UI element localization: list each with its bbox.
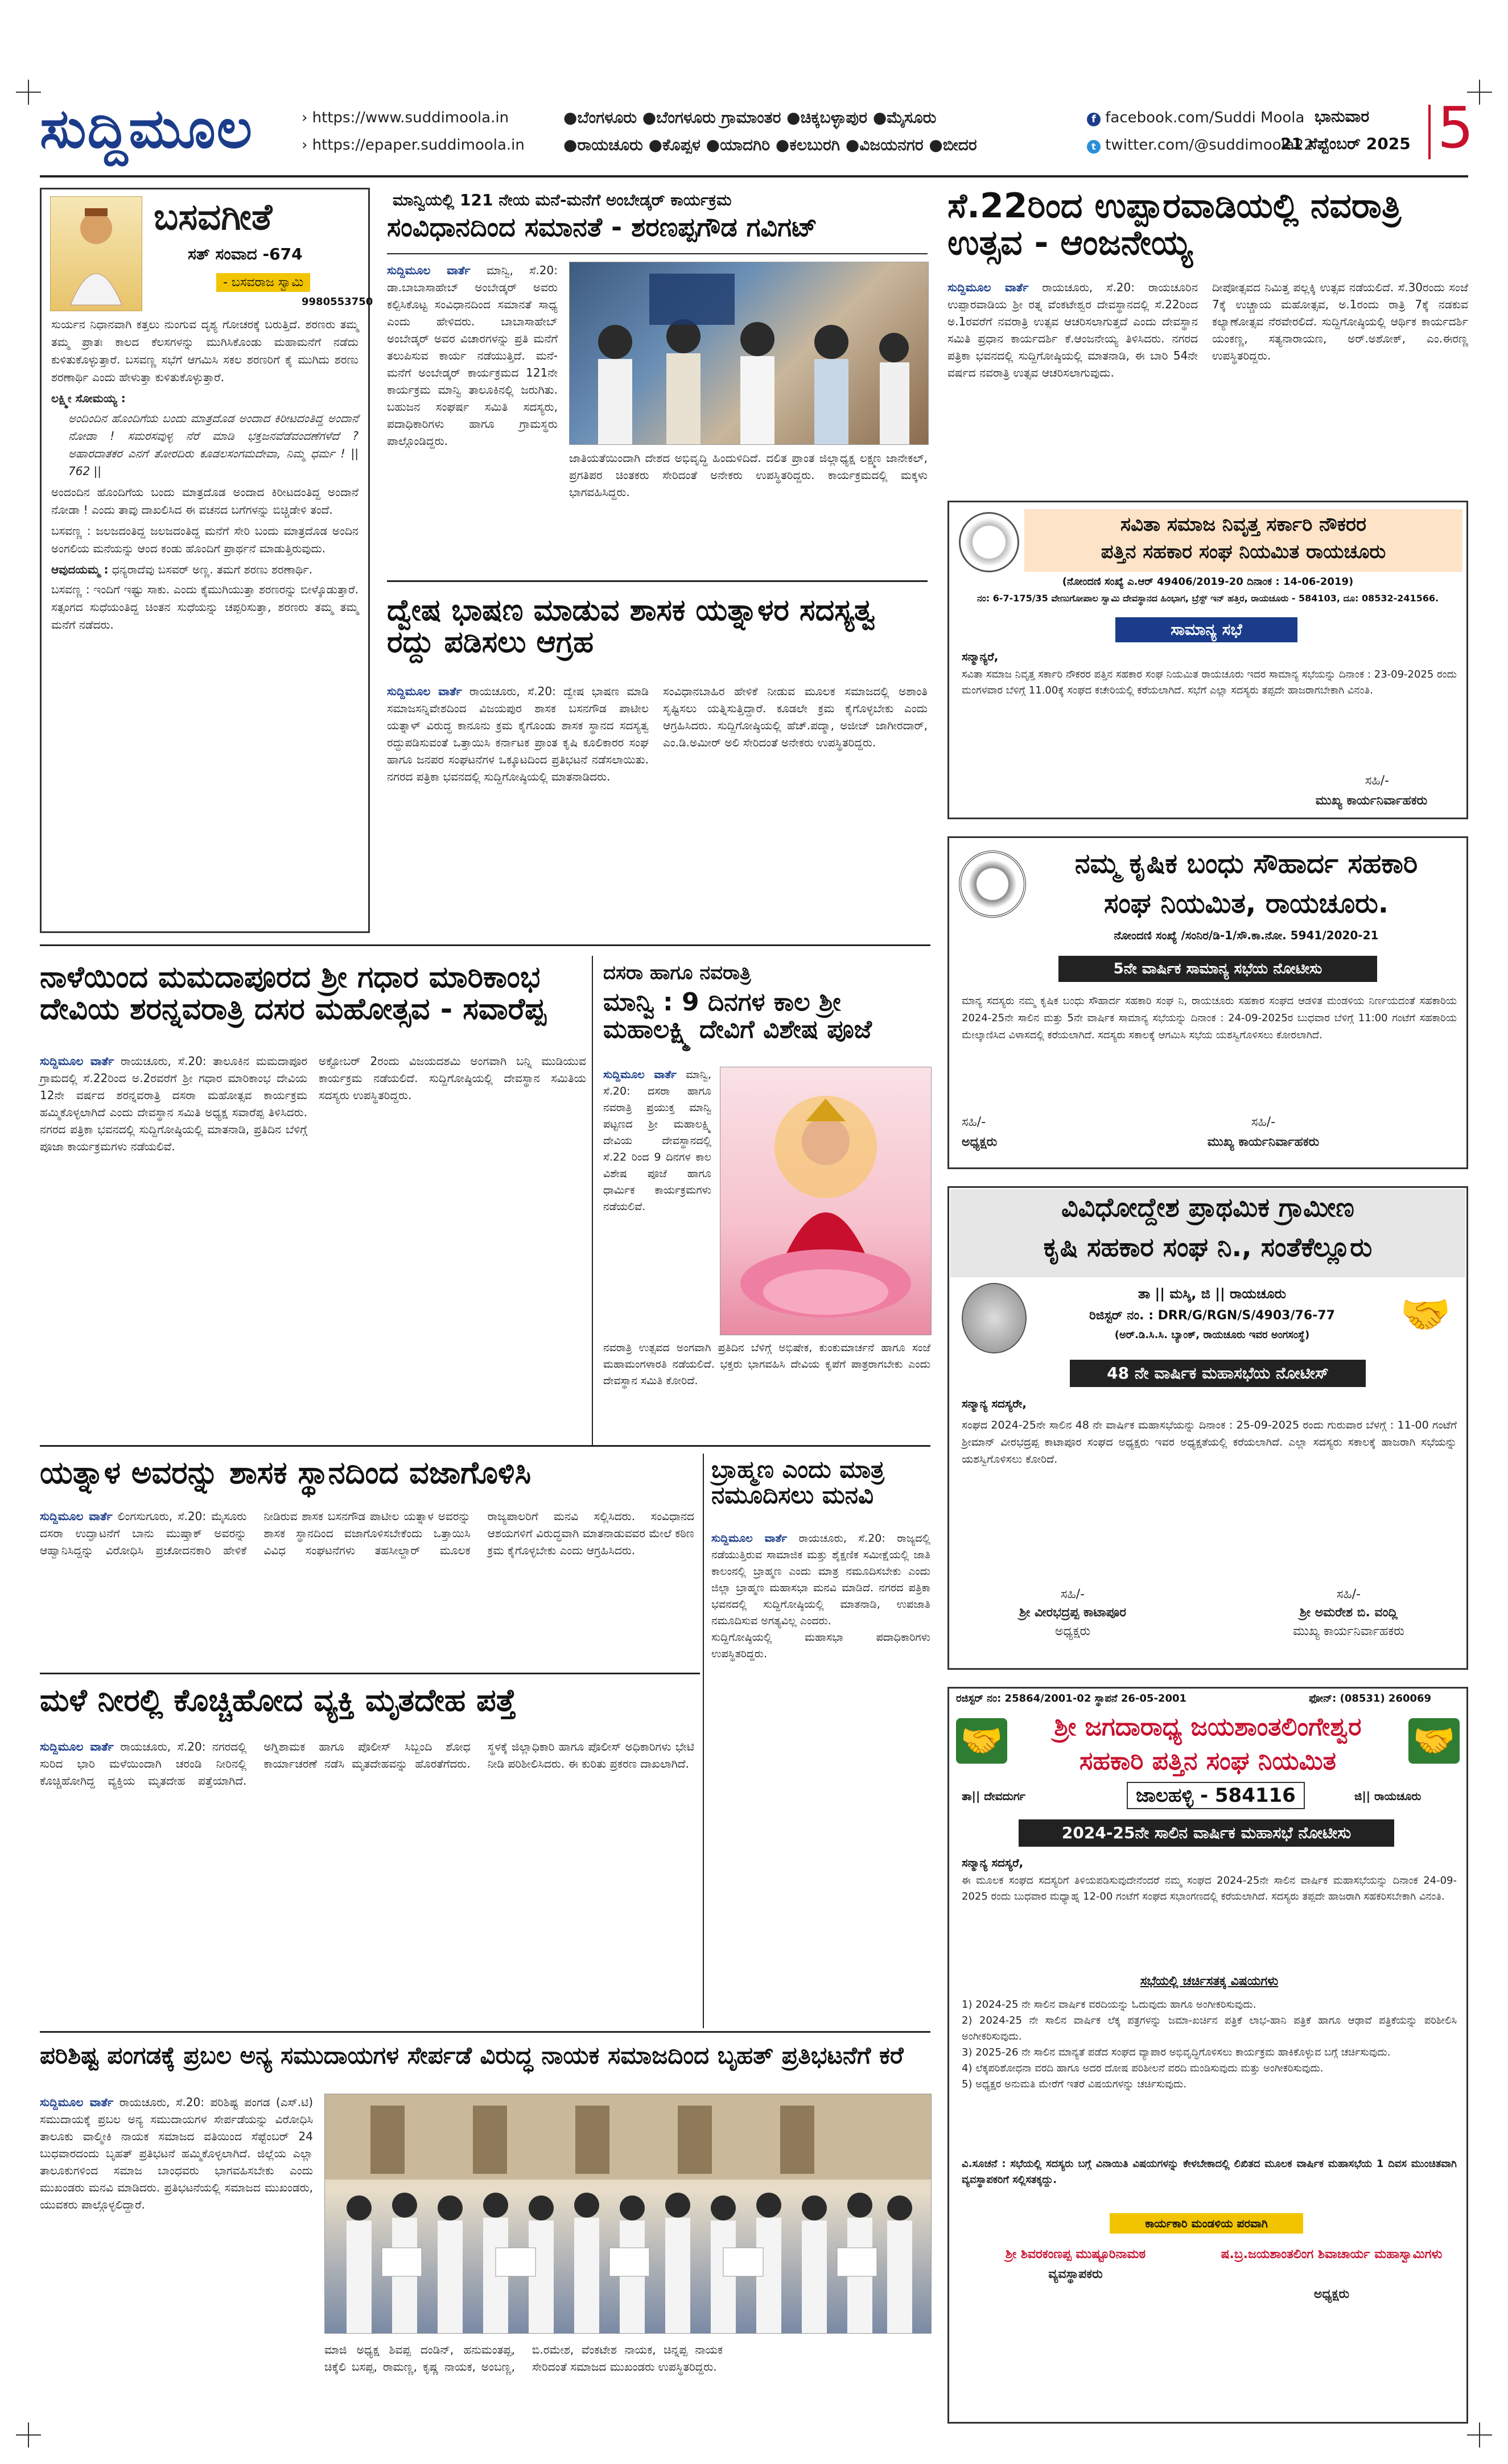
savitha-meeting-bar: ಸಾಮಾನ್ಯ ಸಭೆ xyxy=(1115,617,1297,642)
jagadaradhya-left-role: ವ್ಯವಸ್ಥಾಪಕರು xyxy=(1048,2267,1103,2281)
ambedkar-photo xyxy=(569,262,929,445)
rule xyxy=(40,1445,930,1447)
basava-speaker: ಲಕ್ಷ್ಮೀ ಸೋಮಯ್ಯ : xyxy=(51,391,126,405)
ambedkar-headline: ಸಂವಿಧಾನದಿಂದ ಸಮಾನತೆ - ಶರಣಪ್ಪಗೌಡ ಗವಿಗಟ್ xyxy=(387,212,818,242)
logo: ಸುದ್ದಿಮೂಲ xyxy=(40,97,254,160)
rule xyxy=(40,944,930,946)
basava-column xyxy=(51,316,359,634)
santekallur-reg: ರಿಜಿಸ್ಟರ್ ನಂ. : DRR/G/RGN/S/4903/76-77 xyxy=(1089,1309,1335,1323)
facebook-link[interactable]: f facebook.com/Suddi Moola xyxy=(1087,109,1304,126)
rule xyxy=(40,1673,700,1674)
protest-group-image xyxy=(325,2094,931,2333)
column-divider xyxy=(703,1454,704,2028)
brahmana-headline: ಬ್ರಾಹ್ಮಣ ಎಂದು ಮಾತ್ರ ನಮೂದಿಸಲು ಮನವಿ xyxy=(711,1455,885,1509)
article-body: ದಸರಾ ಹಾಗೂ ನವರಾತ್ರಿ ಪ್ರಯುಕ್ತ ಮಾನ್ವಿ ಪಟ್ಟಣದ ಶ್ರೀ ಮಹಾಲಕ್ಷ್ಮಿ ದೇವಿಯ ದೇವಸ್ಥಾನದಲ್ಲಿ ಸೆ.22 ರಿಂದ 9 ದಿನಗಳ ಕಾಲ ವಿಶೇಷ ಪೂಜೆ ಹಾಗೂ ಧಾರ್ಮಿಕ ಕಾರ್ಯಕ್ರಮಗಳು ನಡೆಯಲಿವೆ. xyxy=(603,1085,712,1213)
column-divider xyxy=(592,956,593,1445)
article-body: ಮಾಜಿ ಅಧ್ಯಕ್ಷ ಶಿವಪ್ಪ ದಂಡಿನ್, ಹನುಮಂತಪ್ಪ, ಚಿಕ್ಕೆಲಿ ಬಸಪ್ಪ, ರಾಮಣ್ಣ, ಕೃಷ್ಣ ನಾಯಕ, ಅಂಬಣ್ಣ, ಬಿ.ರಮೇಶ, ವೆಂಕಟೇಶ ನಾಯಕ, ಚಿನ್ನಪ್ಪ ನಾಯಕ ಸೇರಿದಂತೆ ಸಮಾಜದ ಮುಖಂಡರು ಉಪಸ್ಥಿತರಿದ್ದರು. xyxy=(324,2343,723,2374)
page-number: 5 xyxy=(1437,94,1474,161)
savitha-sign-role: ಮುಖ್ಯ ಕಾರ್ಯನಿರ್ವಾಹಕರು xyxy=(1315,794,1428,808)
brahmana-column xyxy=(711,1530,930,1662)
savitha-title-2: ಪತ್ತಿನ ಸಹಕಾರ ಸಂಘ ನಿಯಮಿತ ರಾಯಚೂರು xyxy=(1101,540,1386,563)
article-body: ಪರಿಶಿಷ್ಟ ಪಂಗಡ (ಎಸ್.ಟಿ) ಸಮುದಾಯಕ್ಕೆ ಪ್ರಬಲ ಅನ್ಯ ಸಮುದಾಯಗಳ ಸೇರ್ಪಡೆಯನ್ನು ವಿರೋಧಿಸಿ ತಾಲೂಕು ವಾಲ್ಮೀಕಿ ನಾಯಕ ಸಮಾಜದ ವತಿಯಿಂದ ಸೆಪ್ಟೆಂಬರ್ 24 ಬುಧವಾರದಂದು ಬೃಹತ್ ಪ್ರತಿಭಟನೆ ಹಮ್ಮಿಕೊಳ್ಳಲಾಗಿದೆ. ಜಿಲ್ಲೆಯ ಎಲ್ಲಾ ತಾಲೂಕುಗಳಿಂದ ಸಮಾಜ ಬಾಂಧವರು ಭಾಗವಹಿಸಬೇಕು ಎಂದು ಮುಖಂಡರು ಮನವಿ ಮಾಡಿದರು. ಪ್ರತಿಭಟನೆಯಲ್ಲಿ ಸಮಾಜದ ಮುಖಂಡರು, ಯುವಕರು ಪಾಲ್ಗೊಳ್ಳಲಿದ್ದಾರೆ. xyxy=(40,2095,314,2211)
city-row-2: ●ರಾಯಚೂರು ●ಕೊಪ್ಪಳ ●ಯಾದಗಿರಿ ●ಕಲಬುರಗಿ ●ವಿಜಯನಗರ ●ಬೀದರ xyxy=(563,135,977,154)
byline: ಸುದ್ದಿಮೂಲ ವಾರ್ತೆ xyxy=(40,1740,114,1753)
yatnal-headline: ಯತ್ನಾಳ ಅವರನ್ನು ಶಾಸಕ ಸ್ಥಾನದಿಂದ ವಜಾಗೊಳಿಸಿ xyxy=(40,1455,531,1491)
issue-day: ಭಾನುವಾರ xyxy=(1315,107,1370,126)
savitha-address: ನಂ: 6-7-175/35 ವೇಣುಗೋಪಾಲ ಸ್ವಾಮಿ ದೇವಸ್ಥಾನದ ಹಿಂಭಾಗ, ಬ್ರೆಸ್ಟ್ ಇನ್ ಹತ್ತಿರ, ರಾಯಚೂರು - 584103, ದೂ: 08532-241566. xyxy=(977,593,1439,604)
dateline: ಮಾನ್ವಿ, ಸೆ.20: xyxy=(486,263,558,277)
article-body: ತಾಲೂಕಿನ ಮಮದಾಪೂರ ಗ್ರಾಮದಲ್ಲಿ ಸೆ.22ರಿಂದ ಅ.2ರವರೆಗೆ ಶ್ರೀ ಗಧಾರ ಮಾರಿಕಾಂಭ ದೇವಿಯ 12ನೇ ವರ್ಷದ ಶರನ್ನವರಾತ್ರಿ ದಸರಾ ಮಹೋತ್ಸವ ಕಾರ್ಯಕ್ರಮ ಹಮ್ಮಿಕೊಳ್ಳಲಾಗಿದೆ ಎಂದು ದೇವಸ್ಥಾನ ಸಮಿತಿ ಅಧ್ಯಕ್ಷ ಸವಾರೆಪ್ಪ ತಿಳಿಸಿದರು. ನಗರದ ಪತ್ರಿಕಾ ಭವನದಲ್ಲಿ ಸುದ್ದಿಗೋಷ್ಠಿಯಲ್ಲಿ ಮಾತನಾಡಿ, ಪ್ರತಿದಿನ ಬೆಳಿಗ್ಗೆ ಪೂಜಾ ಕಾರ್ಯಕ್ರಮಗಳು ನಡೆಯಲಿವೆ. xyxy=(40,1054,307,1153)
article-body: ಮೈಸೂರು ದಸರಾ ಉದ್ಘಾಟನೆಗೆ ಬಾನು ಮುಷ್ತಾಕ್ ಅವರನ್ನು ಆಹ್ವಾನಿಸಿದ್ದನ್ನು ವಿರೋಧಿಸಿ ಪ್ರಚೋದನಕಾರಿ ಹೇಳಿಕೆ ನೀಡಿರುವ ಶಾಸಕ ಬಸನಗೌಡ ಪಾಟೀಲ ಯತ್ನಾಳ ಅವರನ್ನು ಶಾಸಕ ಸ್ಥಾನದಿಂದ ವಜಾಗೊಳಿಸಬೇಕೆಂದು ಒತ್ತಾಯಿಸಿ ವಿವಿಧ ಸಂಘಟನೆಗಳು ತಹಸೀಲ್ದಾರ್ ಮೂಲಕ ರಾಜ್ಯಪಾಲರಿಗೆ ಮನವಿ ಸಲ್ಲಿಸಿದರು. ಸಂವಿಧಾನದ ಆಶಯಗಳಿಗೆ ವಿರುದ್ಧವಾಗಿ ಮಾತನಾಡುವವರ ಮೇಲೆ ಕಠಿಣ ಕ್ರಮ ಕೈಗೊಳ್ಳಬೇಕು ಎಂದು ಆಗ್ರಹಿಸಿದರು. xyxy=(40,1509,694,1557)
ambedkar-kicker: ಮಾನ್ವಿಯಲ್ಲಿ 121 ನೇಯ ಮನೆ-ಮನೆಗೆ ಅಂಬೇಡ್ಕರ್ ಕಾರ್ಯಕ್ರಮ xyxy=(393,191,732,209)
basava-para: ಸುರ್ಯನ ನಿಧಾನವಾಗಿ ಕತ್ತಲು ನುಂಗುವ ದೃಶ್ಯ ಗೋಚರಕ್ಕೆ ಬರುತ್ತಿದೆ. ಶರಣರು ತಮ್ಮ ತಮ್ಮ ಪ್ರಾತಃ ಕಾಲದ ಕೆಲಸಗಳನ್ನು ಮುಗಿಸಿಕೊಂಡು ಮಹಾಮನೆಗೆ ನಡೆದು ಕುಳಿತುಕೊಳ್ಳುತ್ತಾರೆ. ಬಸವಣ್ಣ ಸಭೆಗೆ ಆಗಮಿಸಿ ಸಕಲ ಶರಣರಿಗೆ ಕೈ ಮುಗಿದು ಶರಣು ಶರಣಾರ್ಥಿ ಎಂದು ಹೇಳುತ್ತಾ ಕುಳಿತುಕೊಳ್ಳುತ್ತಾರೆ. xyxy=(51,317,359,384)
goddess-image xyxy=(720,1067,931,1335)
santekallur-title: ವಿವಿಧೋದ್ದೇಶ ಪ್ರಾಥಮಿಕ ಗ್ರಾಮೀಣ xyxy=(1061,1192,1354,1223)
dateline: ರಾಯಚೂರು, ಸೆ.20: xyxy=(469,684,556,698)
rule xyxy=(387,253,928,254)
upparwadi-headline: ಸೆ.22ರಿಂದ ಉಪ್ಪಾರವಾಡಿಯಲ್ಲಿ ನವರಾತ್ರಿ ಉತ್ಸವ - ಆಂಜನೇಯ್ಯ xyxy=(947,186,1402,263)
gadhara-column xyxy=(40,1053,307,1155)
krishika-logo xyxy=(959,851,1026,918)
mahalakshmi-photo xyxy=(720,1067,932,1335)
basava-verse: ಅಂದಿಂದಿನ ಹೊಂದಿಗೆಯ ಬಂದು ಮಾತ್ರದೊಡ ಅಂದಾದ ಕಿರೀಟದಂತಿದ್ದ ಅಂದಾನೆ ನೋಡಾ ! ಸಮರಸವುಳ್ಳ ನೆರೆ ಮಾಡಿ ಭಕ್ತಜನವೆಡೆವಂದಣೆಗಳೆದೆ ? ಅಹಾರದಾತಕರ ಎನಗೆ ತೋರದಿರು ಕೂಡಲಸಂಗಮದೇವಾ, ನಿಮ್ಮ ಧರ್ಮ ! || 762 || xyxy=(68,411,359,478)
rule xyxy=(40,2031,930,2033)
jagadaradhya-agenda-title: ಸಭೆಯಲ್ಲಿ ಚರ್ಚಿಸತಕ್ಕ ವಿಷಯಗಳು xyxy=(1140,1974,1279,1988)
savitha-reg: (ನೋಂದಣಿ ಸಂಖ್ಯೆ ಎ.ಆರ್ 49406/2019-20 ದಿನಾಂಕ : 14-06-2019) xyxy=(1062,576,1354,588)
crop-mark xyxy=(16,2422,41,2448)
seated-figure-icon xyxy=(51,197,142,311)
ambedkar-column-2 xyxy=(569,449,928,501)
mahalakshmi-column xyxy=(603,1067,711,1215)
city-row-1: ●ಬೆಂಗಳೂರು ●ಬೆಂಗಳೂರು ಗ್ರಾಮಾಂತರ ●ಚಿಕ್ಕಬಳ್ಳಾಪುರ ●ಮೈಸೂರು xyxy=(563,108,937,127)
body-found-headline: ಮಳೆ ನೀರಲ್ಲಿ ಕೊಚ್ಚಿಹೋದ ವ್ಯಕ್ತಿ ಮೃತದೇಹ ಪತ್ತೆ xyxy=(40,1682,517,1718)
agenda-item: 5) ಅಧ್ಯಕ್ಷರ ಅನುಮತಿ ಮೇರೆಗೆ ಇತರೆ ವಿಷಯಗಳನ್ನು ಚರ್ಚಿಸುವುದು. xyxy=(962,2078,1187,2090)
savitha-body: ಸವಿತಾ ಸಮಾಜ ನಿವೃತ್ತ ಸರ್ಕಾರಿ ನೌಕರರ ಪತ್ತಿನ ಸಹಕಾರ ಸಂಘ ನಿಯಮಿತ ರಾಯಚೂರು ಇದರ ಸಾಮಾನ್ಯ ಸಭೆಯನ್ನು ದಿನಾಂಕ : 23-09-2025 ರಂದು ಮಂಗಳವಾರ ಬೆಳಿಗ್ಗೆ 11.00ಕ್ಕೆ ಸಂಘದ ಕಚೇರಿಯಲ್ಲಿ ಕರೆಯಲಾಗಿದೆ. ಸಭೆಗೆ ಎಲ್ಲಾ ಸದಸ್ಯರು ತಪ್ಪದೇ ಹಾಜರಾಗಬೇಕಾಗಿ ವಿನಂತಿ. xyxy=(962,668,1457,696)
handshake-icon: 🤝 xyxy=(1408,1718,1460,1764)
ambedkar-column xyxy=(387,262,558,449)
basava-para: ಧನ್ಯರಾದೆವು ಬಸವರ್ ಅಣ್ಣ. ತಮಗೆ ಶರಣು ಶರಣಾರ್ಥಿ. xyxy=(112,563,313,576)
krishika-body: ಮಾನ್ಯ ಸದಸ್ಯರು ನಮ್ಮ ಕೃಷಿಕ ಬಂಧು ಸೌಹಾರ್ದ ಸಹಕಾರಿ ಸಂಘ ನಿ, ರಾಯಚೂರು ಸಹಕಾರ ಸಂಘದ ಆಡಳಿತ ಮಂಡಳಿಯ ನಿರ್ಣಯದಂತೆ ಸಹಕಾರಿಯ 2024-25ನೇ ಸಾಲಿನ ಮತ್ತು 5ನೇ ವಾರ್ಷಿಕ ಸಾಮಾನ್ಯ ಸಭೆಯನ್ನು ದಿನಾಂಕ : 24-09-2025ರ ಬುಧವಾರ ಬೆಳಿಗ್ಗೆ 11:00 ಗಂಟೆಗೆ ಸಹಕಾರಿಯ ಮೇಲ್ಕಾಣಿಸಿದ ವಿಳಾಸದಲ್ಲಿ ಕರೆಯಲಾಗಿದೆ. ಸದಸ್ಯರು ಸಕಾಲಕ್ಕೆ ಆಗಮಿಸಿ ಸಭೆಯ ಯಶಸ್ವಿಗೊಳಿಸಲು ಕೋರಲಾಗಿದೆ. xyxy=(962,995,1457,1041)
jagadaradhya-place: ಜಾಲಹಳ್ಳಿ - 584116 xyxy=(1127,1782,1305,1809)
jagadaradhya-agenda xyxy=(962,1997,1457,2092)
krishika-meeting-bar: 5ನೇ ವಾರ್ಷಿಕ ಸಾಮಾನ್ಯ ಸಭೆಯ ನೋಟೀಸು xyxy=(1058,956,1377,982)
jagadaradhya-reg: ರಜಿಸ್ಟರ್ ನಂ: 25864/2001-02 ಸ್ಥಾಪನೆ 26-05-2001 xyxy=(956,1693,1187,1704)
basava-phone: 9980553750 xyxy=(302,296,373,308)
agenda-item: 3) 2025-26 ನೇ ಸಾಲಿನ ಮಾನ್ಯತೆ ಪಡೆದ ಸಂಘದ ವ್ಯಾಪಾರ ಅಭಿವೃದ್ಧಿಗೊಳಿಸಲು ಕಾರ್ಯಕ್ರಮ ಹಾಕಿಕೊಳ್ಳುವ ಬಗ್ಗೆ ಚರ್ಚಿಸುವುದು. xyxy=(962,2046,1391,2058)
santekallur-right-role: ಮುಖ್ಯ ಕಾರ್ಯನಿರ್ವಾಹಕರು xyxy=(1293,1624,1404,1638)
krishika-left-role: ಅಧ್ಯಕ್ಷರು xyxy=(962,1135,998,1149)
jagadaradhya-meeting-bar: 2024-25ನೇ ಸಾಲಿನ ವಾರ್ಷಿಕ ಮಹಾಸಭೆ ನೋಟೀಸು xyxy=(1019,1819,1394,1847)
byline: ಸುದ್ದಿಮೂಲ ವಾರ್ತೆ xyxy=(947,280,1029,294)
handshake-icon: 🤝 xyxy=(956,1718,1007,1764)
article-body: ನವರಾತ್ರಿ ಉತ್ಸವದ ಅಂಗವಾಗಿ ಪ್ರತಿದಿನ ಬೆಳಿಗ್ಗೆ ಅಭಿಷೇಕ, ಕುಂಕುಮಾರ್ಚನೆ ಹಾಗೂ ಸಂಜೆ ಮಹಾಮಂಗಳಾರತಿ ನಡೆಯಲಿದೆ. ಭಕ್ತರು ಭಾಗವಹಿಸಿ ದೇವಿಯ ಕೃಪೆಗೆ ಪಾತ್ರರಾಗಬೇಕು ಎಂದು ದೇವಸ್ಥಾನ ಸಮಿತಿ ಕೋರಿದೆ. xyxy=(603,1342,930,1387)
krishika-right-sign: ಸಹಿ/- xyxy=(1251,1115,1276,1129)
santekallur-left-sign: ಸಹಿ/- xyxy=(1060,1587,1085,1602)
basava-para: ಅಂದಂದಿನ ಹೊಂದಿಗೆಯ ಬಂದು ಮಾತ್ರದೊಡ ಅಂದಾದ ಕಿರೀಟದಂತಿದ್ದ ಅಂದಾನೆ ನೋಡಾ ! ಎಂದು ತಾವು ದಾಖಲಿಸಿದ ಈ ವಚನದ ಬಗೆಗಳನ್ನು ಬಿಚ್ಚಿಡೇಳಿ ತಂದೆ. xyxy=(51,485,359,517)
twitter-icon: t xyxy=(1087,140,1101,154)
article-body: ಅಕ್ಟೋಬರ್ 2ರಂದು ವಿಜಯದಶಮಿ ಅಂಗವಾಗಿ ಬನ್ನಿ ಮುಡಿಯುವ ಕಾರ್ಯಕ್ರಮ ನಡೆಯಲಿದೆ. ಸುದ್ದಿಗೋಷ್ಠಿಯಲ್ಲಿ ದೇವಸ್ಥಾನ ಸಮಿತಿಯ ಸದಸ್ಯರು ಉಪಸ್ಥಿತರಿದ್ದರು. xyxy=(319,1054,586,1102)
mahalakshmi-column-2 xyxy=(603,1340,930,1389)
article-body: ಡಾ.ಬಾಬಾಸಾಹೇಬ್ ಅಂಬೇಡ್ಕರ್ ಅವರು ಕಲ್ಪಿಸಿಕೊಟ್ಟ ಸಂವಿಧಾನದಿಂದ ಸಮಾನತೆ ಸಾಧ್ಯ ಎಂದು ಹೇಳಿದರು. ಬಾಬಾಸಾಹೇಬ್ ಅಂಬೇಡ್ಕರ್ ಅವರ ವಿಚಾರಗಳನ್ನು ಪ್ರತಿ ಮನೆಗೆ ತಲುಪಿಸುವ ಕಾರ್ಯ ನಡೆಯುತ್ತಿದೆ. ಮನೆ-ಮನೆಗೆ ಅಂಬೇಡ್ಕರ್ ಕಾರ್ಯಕ್ರಮದ 121ನೇ ಕಾರ್ಯಕ್ರಮ ಮಾನ್ವಿ ತಾಲೂಕಿನಲ್ಲಿ ಜರುಗಿತು. ಬಹುಜನ ಸಂಘರ್ಷ ಸಮಿತಿ ಸದಸ್ಯರು, ಪದಾಧಿಕಾರಿಗಳು ಹಾಗೂ ಗ್ರಾಮಸ್ಥರು ಪಾಲ್ಗೊಂಡಿದ್ದರು. xyxy=(387,280,558,448)
savitha-sign: ಸಹಿ/- xyxy=(1365,774,1390,788)
jagadaradhya-district: ಜಿ|| ರಾಯಚೂರು xyxy=(1354,1789,1422,1803)
krishika-right-role: ಮುಖ್ಯ ಕಾರ್ಯನಿರ್ವಾಹಕರು xyxy=(1207,1135,1320,1149)
santekallur-left-role: ಅಧ್ಯಕ್ಷರು xyxy=(1054,1624,1091,1638)
jagadaradhya-salutation: ಸನ್ಮಾನ್ಯ ಸದಸ್ಯರೆ, xyxy=(962,1856,1024,1869)
crop-mark xyxy=(1467,2422,1492,2448)
krishika-title-2: ಸಂಘ ನಿಯಮಿತ, ರಾಯಚೂರು. xyxy=(1104,888,1388,919)
santekallur-right-sign: ಸಹಿ/- xyxy=(1336,1587,1361,1602)
jagadaradhya-left-name: ಶ್ರೀ ಶಿವರಕಂಣಪ್ಪ ಮುಷ್ಟೂರಿನಾಮಠ xyxy=(1005,2247,1146,2261)
article-body: ಜಾತಿಯತೆಯಿಂದಾಗಿ ದೇಶದ ಅಭಿವೃದ್ಧಿ ಹಿಂದುಳಿದಿದೆ. ದಲಿತ ಪ್ರಾಂತ ಜಿಲ್ಲಾಧ್ಯಕ್ಷ ಲಕ್ಷ್ಮಣ ಜಾನೇಕಲ್, ಪ್ರಗತಿಪರ ಚಿಂತಕರು ಸೇರಿದಂತೆ ಅನೇಕರು ಉಪಸ್ಥಿತರಿದ್ದರು. ಕಾರ್ಯಕ್ರಮದಲ್ಲಿ ಮಕ್ಕಳು ಭಾಗವಹಿಸಿದ್ದರು. xyxy=(569,451,928,499)
crop-mark xyxy=(16,80,41,105)
article-body: ರಾಯಚೂರಿನ ಉಪ್ಪಾರವಾಡಿಯ ಶ್ರೀ ರತ್ನ ವೆಂಕಟೇಶ್ವರ ದೇವಸ್ಥಾನದಲ್ಲಿ ಸೆ.22ರಿಂದ ಅ.1ರವರೆಗೆ ನವರಾತ್ರಿ ಉತ್ಸವ ಆಚರಿಸಲಾಗುತ್ತದೆ ಎಂದು ದೇವಸ್ಥಾನ ಸಮಿತಿ ಪ್ರಧಾನ ಕಾರ್ಯದರ್ಶಿ ಕೆ.ಆಂಜನೇಯ್ಯ ತಿಳಿಸಿದರು. ನಗರದ ಪತ್ರಿಕಾ ಭವನದಲ್ಲಿ ಸುದ್ದಿಗೋಷ್ಠಿಯಲ್ಲಿ ಮಾತನಾಡಿ, ಈ ಬಾರಿ 54ನೇ ವರ್ಷದ ನವರಾತ್ರಿ ಉತ್ಸವ ಆಚರಿಸಲಾಗುವುದು. xyxy=(947,280,1198,379)
handshake-icon: 🤝 xyxy=(1400,1290,1451,1338)
dateline: ರಾಯಚೂರು, ಸೆ.20: xyxy=(119,2095,204,2109)
jagadaradhya-right-name: ಷ.ಬ್ರ.ಜಯಶಾಂತಲಿಂಗ ಶಿವಾಚಾರ್ಯ ಮಹಾಸ್ವಾಮಿಗಳು xyxy=(1221,2247,1443,2261)
jagadaradhya-title-2: ಸಹಕಾರಿ ಪತ್ತಿನ ಸಂಘ ನಿಯಮಿತ xyxy=(1080,1747,1336,1776)
mahalakshmi-kicker: ದಸರಾ ಹಾಗೂ ನವರಾತ್ರಿ xyxy=(603,961,751,984)
byline: ಸುದ್ದಿಮೂಲ ವಾರ್ತೆ xyxy=(40,1509,113,1523)
twitter-link[interactable]: t twitter.com/@suddimoola22 xyxy=(1087,137,1313,154)
agenda-item: 2) 2024-25 ನೇ ಸಾಲಿನ ವಾರ್ಷಿಕ ಲೆಕ್ಕ ಪತ್ರಗಳನ್ನು ಜಮಾ-ಖರ್ಚಿನ ಪತ್ರಿಕೆ ಲಾಭ-ಹಾನಿ ಪತ್ರಿಕೆ ಹಾಗೂ ಆಢಾವೆ ಪತ್ರಿಕೆಯನ್ನು ಪರಿಶೀಲಿಸಿ ಅಂಗೀಕರಿಸುವುದು. xyxy=(962,2015,1457,2042)
dateline: ರಾಯಚೂರು, ಸೆ.20: xyxy=(798,1532,885,1545)
article-body: ದೀಪೋತ್ಸವದ ನಿಮಿತ್ತ ಪಲ್ಲಕ್ಕಿ ಉತ್ಸವ ನಡೆಯಲಿದೆ. ಸೆ.30ರಂದು ಸಂಜೆ 7ಕ್ಕೆ ಉಚ್ಚಾಯ ಮಹೋತ್ಸವ, ಅ.1ರಂದು ರಾತ್ರಿ 7ಕ್ಕೆ ನಡಕುವ ಕಲ್ಯಾಣೋತ್ಸವ ನೆರವೇರಲಿದೆ. ಸುದ್ದಿಗೋಷ್ಠಿಯಲ್ಲಿ ಆರ್ಥಿಕ ಕಾರ್ಯದರ್ಶಿ ಯಂಕಣ್ಣ, ಸತ್ಯನಾರಾಯಣ, ಅರ್.ಅಶೋಕ್, ಎಂ.ಈರಣ್ಣ ಉಪಸ್ಥಿತರಿದ್ದರು. xyxy=(1212,280,1468,362)
santekallur-right-name: ಶ್ರೀ ಅಮರೇಶ ಬಿ. ವಂದ್ಲಿ xyxy=(1299,1605,1398,1620)
savitha-title: ಸವಿತಾ ಸಮಾಜ ನಿವೃತ್ತ ಸರ್ಕಾರಿ ನೌಕರರ xyxy=(1120,513,1366,536)
basava-para: ಬಸವಣ್ಣ : ಇಂದಿಗೆ ಇಷ್ಟು ಸಾಕು. ಎಂದು ಕೈಮುಗಿಯುತ್ತಾ ಶರಣರನ್ನು ಬೀಳ್ಕೊಡುತ್ತಾರೆ. ಸತ್ಸಂಗದ ಸುಧೆಯಂತಿದ್ದ ಚಿಂತನ ಸುಧೆಯನ್ನು ಚಪ್ಪರಿಸುತ್ತಾ, ಶರಣರು ತಮ್ಮ ತಮ್ಮ ಮನೆಗೆ ನಡೆದರು. xyxy=(51,583,359,632)
dateline: ಮಾನ್ವಿ, ಸೆ.20: xyxy=(603,1068,711,1097)
hate-speech-column-2 xyxy=(663,683,928,751)
article-body: ದ್ವೇಷ ಭಾಷಣ ಮಾಡಿ ಸಮಾಜಸನ್ನಿವೇಶದಿಂದ ವಿಜಯಪುರ ಶಾಸಕ ಬಸನಗೌಡ ಪಾಟೀಲ ಯತ್ನಾಳ್ ವಿರುದ್ಧ ಕಾನೂನು ಕ್ರಮ ಕೈಗೊಂಡು ಶಾಸಕ ಸ್ಥಾನದ ಸದಸ್ಯತ್ವ ರದ್ದುಪಡಿಸುವಂತೆ ಒತ್ತಾಯಿಸಿ ಕರ್ನಾಟಕ ಪ್ರಾಂತ ಕೃಷಿ ಕೂಲಿಕಾರರ ಸಂಘ ಹಾಗೂ ಜನಪರ ಸಂಘಟನೆಗಳ ಒಕ್ಕೂಟದಿಂದ ಪ್ರತಿಭಟನೆ ನಡೆಸಲಾಯಿತು. ನಗರದ ಪತ್ರಿಕಾ ಭವನದಲ್ಲಿ ಸುದ್ದಿಗೋಷ್ಠಿಯಲ್ಲಿ ಮಾತನಾಡಿದರು. xyxy=(387,684,649,783)
byline: ಸುದ್ದಿಮೂಲ ವಾರ್ತೆ xyxy=(711,1532,788,1545)
masthead xyxy=(40,94,1474,171)
santekallur-salutation: ಸನ್ಮಾನ್ಯ ಸದಸ್ಯರೇ, xyxy=(962,1397,1027,1410)
savitha-salutation: ಸನ್ಮಾನ್ಯರೆ, xyxy=(962,650,999,663)
upparwadi-column xyxy=(947,279,1198,381)
dateline: ರಾಯಚೂರು, ಸೆ.20: xyxy=(1042,280,1135,294)
article-body: ರಾಜ್ಯದಲ್ಲಿ ನಡೆಯುತ್ತಿರುವ ಸಾಮಾಜಿಕ ಮತ್ತು ಶೈಕ್ಷಣಿಕ ಸಮೀಕ್ಷೆಯಲ್ಲಿ ಜಾತಿ ಕಾಲಂನಲ್ಲಿ ಬ್ರಾಹ್ಮಣ ಎಂದು ಮಾತ್ರ ನಮೂದಿಸಬೇಕು ಎಂದು ಜಿಲ್ಲಾ ಬ್ರಾಹ್ಮಣ ಮಹಾಸಭಾ ಮನವಿ ಮಾಡಿದೆ. ನಗರದ ಪತ್ರಿಕಾ ಭವನದಲ್ಲಿ ಸುದ್ದಿಗೋಷ್ಠಿಯಲ್ಲಿ ಮಾತನಾಡಿ, ಉಪಜಾತಿ ನಮೂದಿಸುವ ಅಗತ್ಯವಿಲ್ಲ ಎಂದರು. xyxy=(711,1532,930,1627)
article-body: ಸಂವಿಧಾನಬಾಹಿರ ಹೇಳಿಕೆ ನೀಡುವ ಮೂಲಕ ಸಮಾಜದಲ್ಲಿ ಅಶಾಂತಿ ಸೃಷ್ಟಿಸಲು ಯತ್ನಿಸುತ್ತಿದ್ದಾರೆ. ಕೂಡಲೇ ಕ್ರಮ ಕೈಗೊಳ್ಳಬೇಕು ಎಂದು ಆಗ್ರಹಿಸಿದರು. ಸುದ್ದಿಗೋಷ್ಠಿಯಲ್ಲಿ ಹೆಚ್.ಪದ್ಮಾ, ಅಜೀಜ್ ಜಾಗೀರದಾರ್, ಎಂ.ಡಿ.ಅಮೀರ್ ಅಲಿ ಸೇರಿದಂತೆ ಅನೇಕರು ಉಪಸ್ಥಿತರಿದ್ದರು. xyxy=(663,684,928,749)
dateline: ರಾಯಚೂರು, ಸೆ.20: xyxy=(121,1054,207,1068)
byline: ಸುದ್ದಿಮೂಲ ವಾರ್ತೆ xyxy=(387,684,462,698)
facebook-icon: f xyxy=(1087,113,1101,126)
gadhara-column-2 xyxy=(319,1053,586,1104)
santekallur-body: ಸಂಘದ 2024-25ನೇ ಸಾಲಿನ 48 ನೇ ವಾರ್ಷಿಕ ಮಹಾಸಭೆಯನ್ನು ದಿನಾಂಕ : 25-09-2025 ರಂದು ಗುರುವಾರ ಬೆಳಗ್ಗೆ : 11-00 ಗಂಟೆಗೆ ಶ್ರೀಮಾನ್ ವೀರಭದ್ರಪ್ಪ ಕಾಟಾಪೂರ ಸಂಘದ ಅಧ್ಯಕ್ಷರು ಇವರ ಅಧ್ಯಕ್ಷತೆಯಲ್ಲಿ ಕರೆಯಲಾಗಿದೆ. ಎಲ್ಲಾ ಸದಸ್ಯರು ಸಕಾಲಕ್ಕೆ ಹಾಜರಾಗಿ ಸಭೆಯನ್ನು ಯಶಸ್ವಿಗೊಳಿಸಲು ಕೋರಿದೆ. xyxy=(962,1419,1457,1466)
yatnal-column xyxy=(40,1508,694,1559)
agenda-item: 1) 2024-25 ನೇ ಸಾಲಿನ ವಾರ್ಷಿಕ ವರದಿಯನ್ನು ಓದುವುದು ಹಾಗೂ ಅಂಗೀಕರಿಸುವುದು. xyxy=(962,1999,1256,2011)
byline: ಸುದ್ದಿಮೂಲ ವಾರ್ತೆ xyxy=(387,263,471,277)
savitha-logo xyxy=(959,512,1019,572)
upparwadi-column-2 xyxy=(1212,279,1468,364)
santekallur-portrait xyxy=(962,1283,1027,1353)
dateline: ಲಿಂಗಸುಗೂರು, ಸೆ.20: xyxy=(117,1509,207,1523)
agenda-item: 4) ಲೆಕ್ಕಪರಿಶೋಧನಾ ವರದಿ ಹಾಗೂ ಅದರ ದೋಷ ಪರಿಶೀಲನೆ ವರದಿ ಮಂಡಿಸುವುದು ಮತ್ತು ಅಂಗೀಕರಿಸುವುದು. xyxy=(962,2062,1324,2074)
protest-column xyxy=(40,2094,313,2213)
jagadaradhya-title: ಶ್ರೀ ಜಗದಾರಾಧ್ಯ ಜಯಶಾಂತಲಿಂಗೇಶ್ವರ xyxy=(1054,1712,1362,1741)
basava-para: ಬಸವಣ್ಣ : ಜಲಜದಂತಿದ್ದ ಜಲಜದಂತಿದ್ದ ಮನೆಗೆ ಸೇರಿ ಬಂದು ಮಾತ್ರದೊಡ ಅಂದಿನ ಅಂಗಲಿಯ ಮನೆಯನ್ನು ಆಂದ ಕಂಡು ಹೊಂದಿಗೆ ಪ್ರಾರ್ಥನೆ ಮಾಡುತ್ತಿರುವುದು. xyxy=(51,524,359,555)
santekallur-left-name: ಶ್ರೀ ವೀರಭದ್ರಪ್ಪ ಕಾಟಾಪೂರ xyxy=(1019,1605,1127,1620)
masthead-rule xyxy=(40,175,1468,178)
page-number-divider xyxy=(1428,105,1431,159)
issue-date: 21 ಸೆಪ್ಟೆಂಬರ್ 2025 xyxy=(1280,134,1411,153)
krishika-title: ನಮ್ಮ ಕೃಷಿಕ ಬಂಧು ಸೌಹಾರ್ದ ಸಹಕಾರಿ xyxy=(1074,848,1418,880)
byline: ಸುದ್ದಿಮೂಲ ವಾರ್ತೆ xyxy=(603,1068,677,1081)
santekallur-bank: (ಅರ್.ಡಿ.ಸಿ.ಸಿ. ಬ್ಯಾಂಕ್, ರಾಯಚೂರು ಇವರ ಅಂಗಸಂಸ್ಥೆ) xyxy=(1114,1329,1310,1341)
basava-speaker: ಆವುದಯಮ್ಮ : xyxy=(51,563,109,576)
website-link[interactable]: › https://www.suddimoola.in xyxy=(302,109,509,126)
jagadaradhya-note: ವಿ.ಸೂಚನೆ : ಸಭೆಯಲ್ಲಿ ಸದಸ್ಯರು ಬಗ್ಗೆ ವಿನಾಯಿತಿ ವಿಷಯಗಳನ್ನು ಕೇಳಬೇಕಾದಲ್ಲಿ ಲಿಖಿತದ ಮೂಲಕ ವಾರ್ಷಿಕ ಮಹಾಸಭೆಯ 1 ದಿವಸ ಮುಂಚಿತವಾಗಿ ವ್ಯವಸ್ಥಾಪಕರಿಗೆ ಸಲ್ಲಿಸತಕ್ಕದ್ದು. xyxy=(962,2158,1457,2186)
body-found-column xyxy=(40,1738,694,1789)
group-photo-image xyxy=(570,262,928,444)
article-body: ನಗರದಲ್ಲಿ ಸುರಿದ ಭಾರಿ ಮಳೆಯಿಂದಾಗಿ ಚರಂಡಿ ನೀರಿನಲ್ಲಿ ಕೊಚ್ಚಿಹೋಗಿದ್ದ ವ್ಯಕ್ತಿಯ ಮೃತದೇಹ ಪತ್ತೆಯಾಗಿದೆ. ಅಗ್ನಿಶಾಮಕ ಹಾಗೂ ಪೊಲೀಸ್ ಸಿಬ್ಬಂದಿ ಶೋಧ ಕಾರ್ಯಾಚರಣೆ ನಡೆಸಿ ಮೃತದೇಹವನ್ನು ಹೊರತೆಗೆದರು. ಸ್ಥಳಕ್ಕೆ ಜಿಲ್ಲಾಧಿಕಾರಿ ಹಾಗೂ ಪೊಲೀಸ್ ಅಧಿಕಾರಿಗಳು ಭೇಟಿ ನೀಡಿ ಪರಿಶೀಲಿಸಿದರು. ಈ ಕುರಿತು ಪ್ರಕರಣ ದಾಖಲಾಗಿದೆ. xyxy=(40,1740,694,1788)
santekallur-taluk: ತಾ || ಮಸ್ಕಿ, ಜಿ || ರಾಯಚೂರು xyxy=(1138,1286,1287,1302)
santekallur-title-2: ಕೃಷಿ ಸಹಕಾರ ಸಂಘ ನಿ., ಸಂತೆಕೆಲ್ಲೂರು xyxy=(1043,1232,1373,1262)
protest-photo xyxy=(324,2094,932,2334)
hate-speech-headline: ದ್ವೇಷ ಭಾಷಣ ಮಾಡುವ ಶಾಸಕ ಯತ್ನಾಳರ ಸದಸ್ಯತ್ವ ರದ್ದು ಪಡಿಸಲು ಆಗ್ರಹ xyxy=(387,593,875,660)
epaper-link[interactable]: › https://epaper.suddimoola.in xyxy=(302,137,525,154)
basava-author: - ಬಸವರಾಜ ಸ್ವಾಮಿ xyxy=(216,273,310,292)
protest-headline: ಪರಿಶಿಷ್ಟ ಪಂಗಡಕ್ಕೆ ಪ್ರಬಲ ಅನ್ಯ ಸಮುದಾಯಗಳ ಸೇರ್ಪಡೆ ವಿರುದ್ಧ ನಾಯಕ ಸಮಾಜದಿಂದ ಬೃಹತ್ ಪ್ರತಿಭಟನೆಗೆ ಕರೆ xyxy=(40,2041,904,2069)
byline: ಸುದ್ದಿಮೂಲ ವಾರ್ತೆ xyxy=(40,1054,114,1068)
hate-speech-column xyxy=(387,683,649,785)
gadhara-headline: ನಾಳೆಯಿಂದ ಮಮದಾಪೂರದ ಶ್ರೀ ಗಧಾರ ಮಾರಿಕಾಂಭ ದೇವಿಯ ಶರನ್ನವರಾತ್ರಿ ದಸರ ಮಹೋತ್ಸವ - ಸವಾರೆಪ್ಪ xyxy=(40,960,546,1027)
dateline: ರಾಯಚೂರು, ಸೆ.20: xyxy=(120,1740,206,1753)
jagadaradhya-board-bar: ಕಾರ್ಯಕಾರಿ ಮಂಡಳಿಯ ಪರವಾಗಿ xyxy=(1110,2213,1303,2234)
basava-title: ಬಸವಗೀತೆ xyxy=(154,196,273,238)
byline: ಸುದ್ದಿಮೂಲ ವಾರ್ತೆ xyxy=(40,2095,114,2109)
krishika-left-sign: ಸಹಿ/- xyxy=(962,1115,986,1129)
jagadaradhya-body: ಈ ಮೂಲಕ ಸಂಘದ ಸದಸ್ಯರಿಗೆ ತಿಳಿಯಪಡಿಸುವುದೇನೆಂದರೆ ನಮ್ಮ ಸಂಘದ 2024-25ನೇ ಸಾಲಿನ ವಾರ್ಷಿಕ ಮಹಾಸಭೆಯನ್ನು ದಿನಾಂಕ 24-09-2025 ರಂದು ಬುಧವಾರ ಮಧ್ಯಾಹ್ನ 12-00 ಗಂಟೆಗೆ ಸಂಘದ ಸಭಾಂಗಣದಲ್ಲಿ ಕರೆಯಲಾಗಿದೆ. ಸದಸ್ಯರು ತಪ್ಪದೇ ಹಾಜರಾಗಿ ಸಹಕರಿಸಬೇಕಾಗಿ ವಿನಂತಿ. xyxy=(962,1875,1457,1902)
article-body: ಸುದ್ದಿಗೋಷ್ಠಿಯಲ್ಲಿ ಮಹಾಸಭಾ ಪದಾಧಿಕಾರಿಗಳು ಉಪಸ್ಥಿತರಿದ್ದರು. xyxy=(711,1631,930,1660)
jagadaradhya-taluk: ತಾ|| ದೇವದುರ್ಗ xyxy=(962,1789,1026,1803)
protest-column-2 xyxy=(324,2341,930,2375)
krishika-reg: ನೋಂದಣಿ ಸಂಖ್ಯೆ /ಸಂನಿರ/ಡಿ-1/ಸೌ.ಕಾ.ನೋ. 5941/2020-21 xyxy=(1114,928,1379,942)
santekallur-meeting-bar: 48 ನೇ ವಾರ್ಷಿಕ ಮಹಾಸಭೆಯ ನೋಟೀಸ್ xyxy=(1070,1360,1366,1387)
rule xyxy=(387,580,928,582)
jagadaradhya-right-role: ಅಧ್ಯಕ್ಷರು xyxy=(1313,2287,1350,2301)
mahalakshmi-headline: ಮಾನ್ವಿ : 9 ದಿನಗಳ ಕಾಲ ಶ್ರೀ ಮಹಾಲಕ್ಷ್ಮಿ ದೇವಿಗೆ ವಿಶೇಷ ಪೂಜೆ xyxy=(603,988,872,1044)
jagadaradhya-phone: ಫೋನ್: (08531) 260069 xyxy=(1309,1693,1432,1704)
basava-subtitle: ಸತ್ ಸಂವಾದ -674 xyxy=(188,245,303,263)
basava-portrait xyxy=(50,196,142,311)
